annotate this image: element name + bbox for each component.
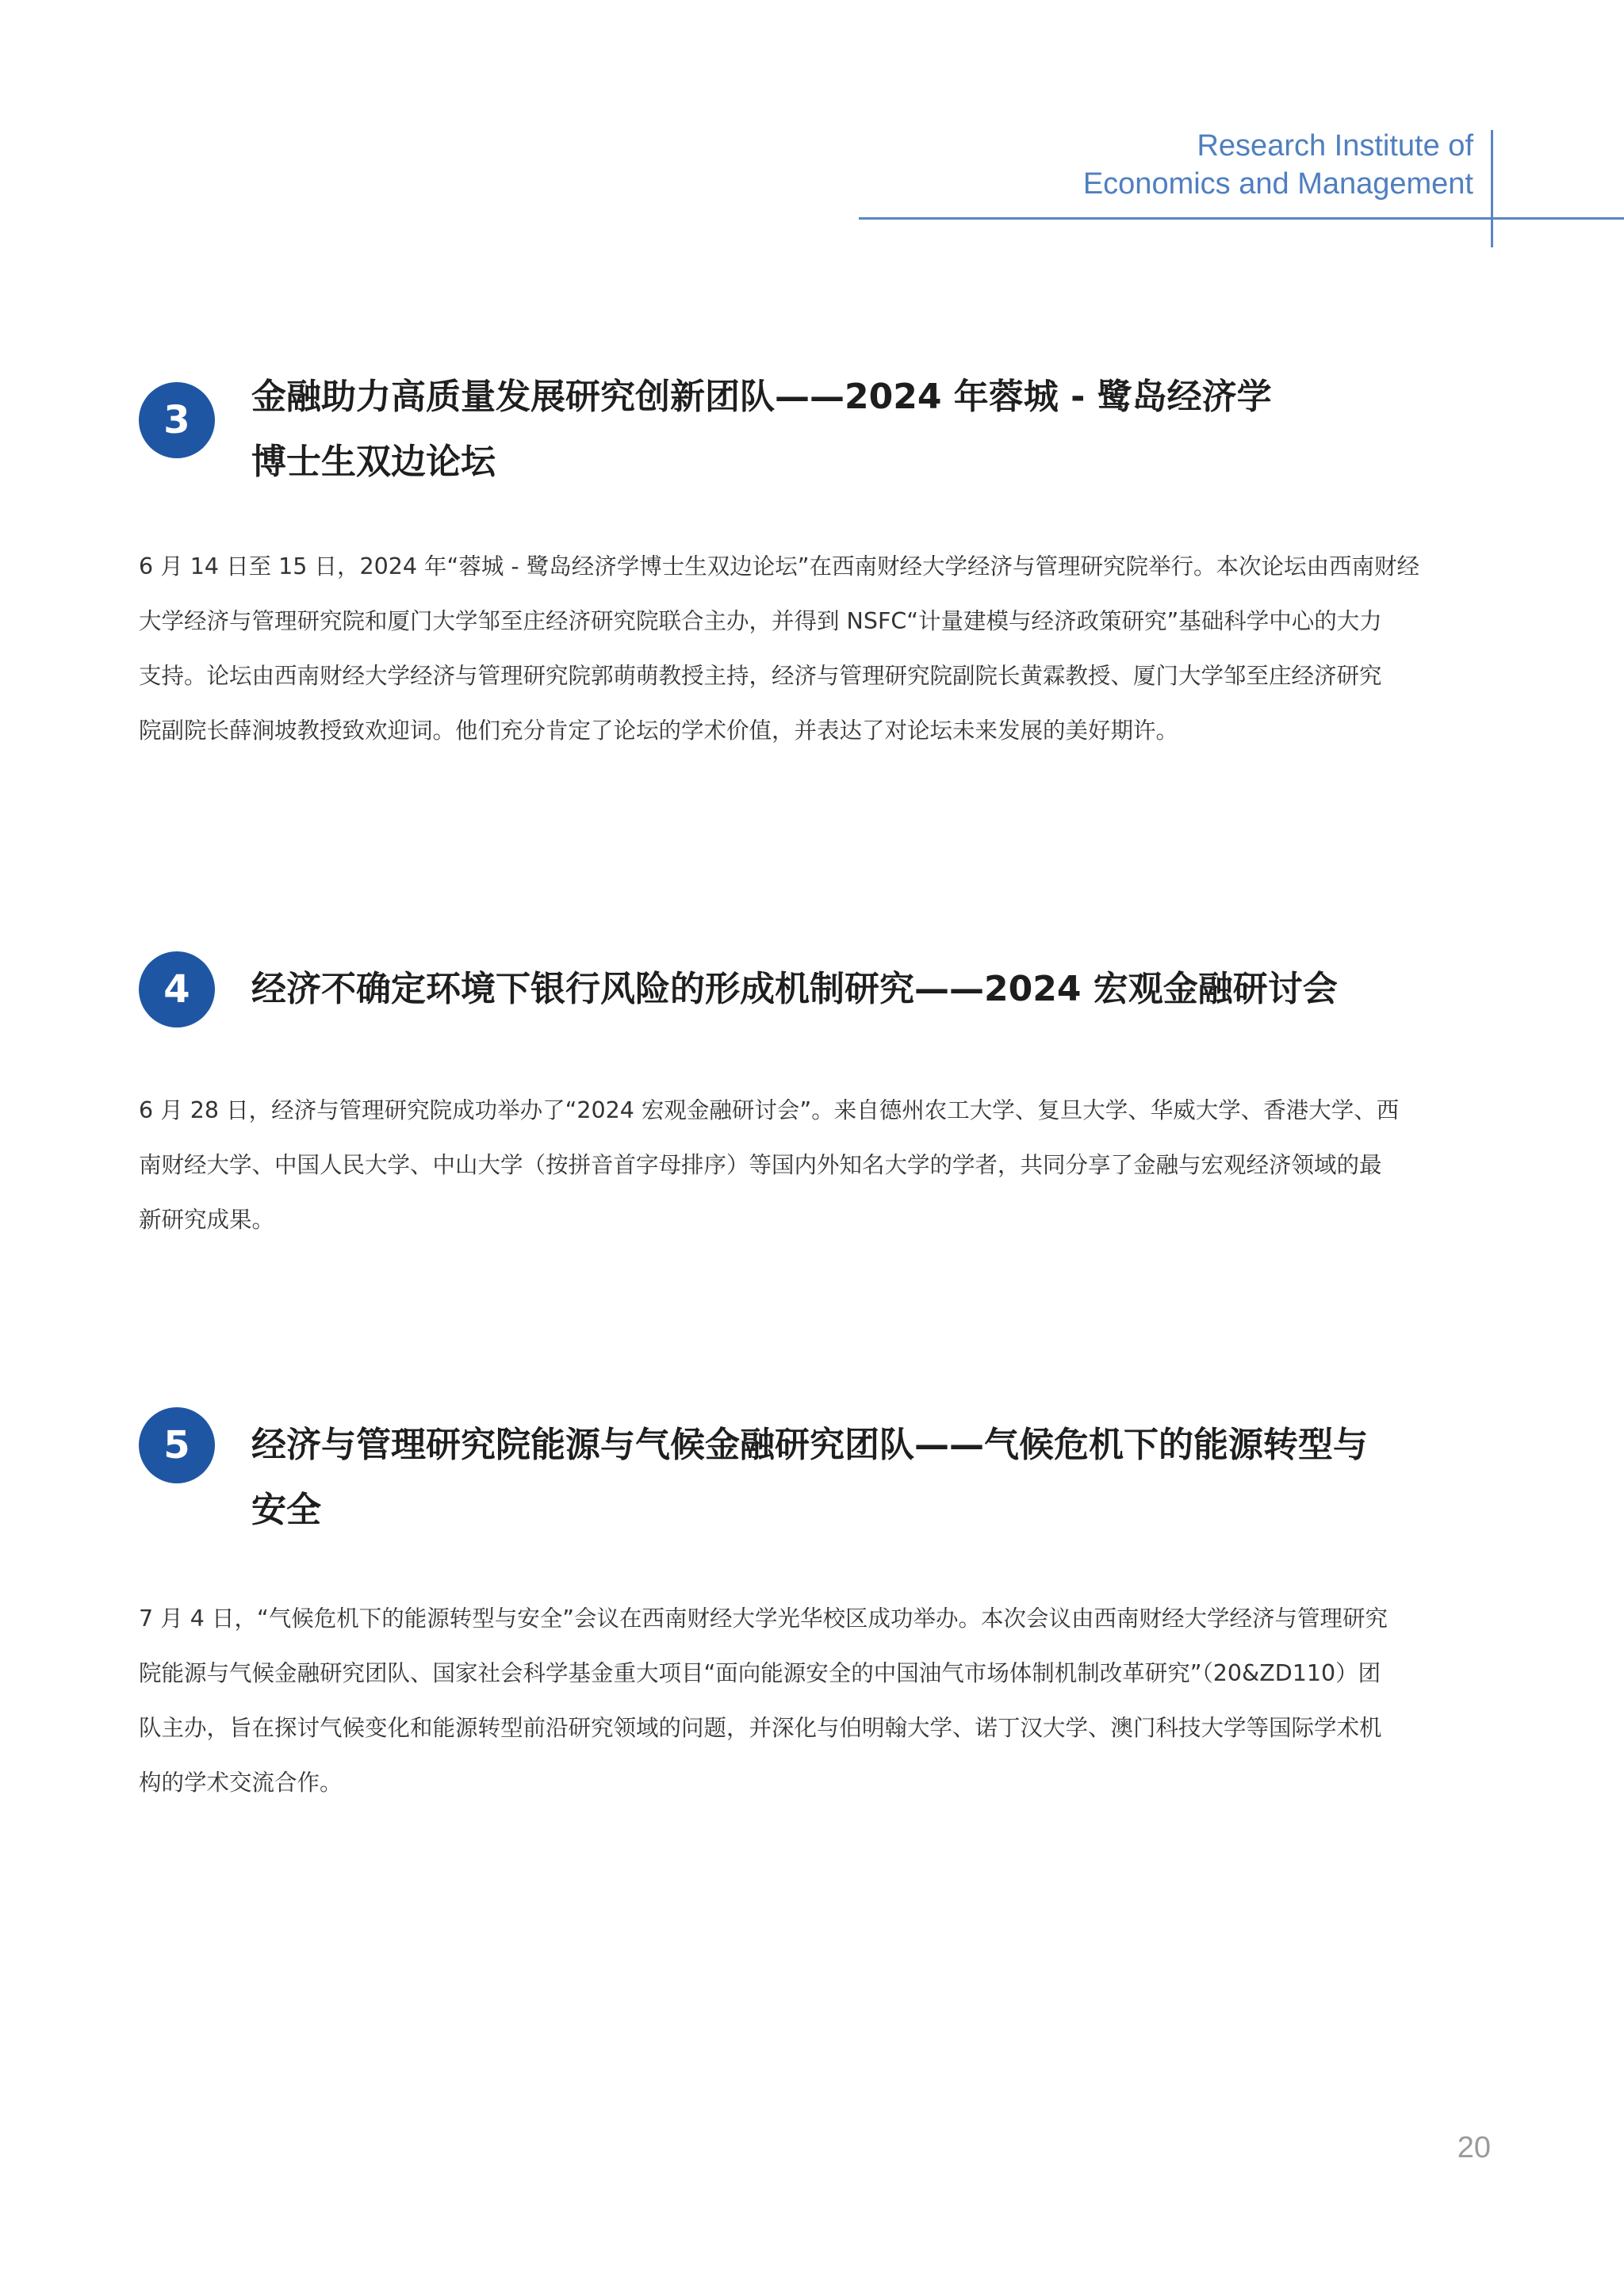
body-line: 队主办，旨在探讨气候变化和能源转型前沿研究领域的问题，并深化与伯明翰大学、诺丁汉大学、澳门科技大学等国际学术机 xyxy=(139,1715,1382,1741)
body-line: 院能源与气候金融研究团队、国家社会科学基金重大项目“面向能源安全的中国油气市场体制机制改革研究”（20&ZD110）团 xyxy=(139,1660,1381,1686)
section-body xyxy=(139,1591,1495,1810)
header-divider-vertical xyxy=(1491,130,1493,247)
section-body xyxy=(139,539,1495,758)
institute-name xyxy=(1083,127,1473,203)
section-number-badge: 5 xyxy=(139,1407,215,1483)
body-line: 6 月 14 日至 15 日，2024 年“蓉城 - 鹭岛经济学博士生双边论坛”在西南财经大学经济与管理研究院举行。本次论坛由西南财经 xyxy=(139,553,1419,580)
body-line: 南财经大学、中国人民大学、中山大学（按拼音首字母排序）等国内外知名大学的学者，共同分享了金融与宏观经济领域的最 xyxy=(139,1152,1382,1178)
body-line: 7 月 4 日，“气候危机下的能源转型与安全”会议在西南财经大学光华校区成功举办。本次会议由西南财经大学经济与管理研究 xyxy=(139,1605,1388,1632)
body-line: 构的学术交流合作。 xyxy=(139,1770,343,1796)
section-title-line: 经济与管理研究院能源与气候金融研究团队——气候危机下的能源转型与 xyxy=(251,1425,1368,1465)
section-number-badge: 4 xyxy=(139,951,215,1027)
section-title-line: 博士生双边论坛 xyxy=(251,442,496,482)
institute-name-line2: Economics and Management xyxy=(1082,167,1473,201)
section-title-line: 金融助力高质量发展研究创新团队——2024 年蓉城 - 鹭岛经济学 xyxy=(251,377,1272,417)
body-line: 6 月 28 日，经济与管理研究院成功举办了“2024 宏观金融研讨会”。来自德州农工大学、复旦大学、华威大学、香港大学、西 xyxy=(139,1097,1400,1123)
body-line: 支持。论坛由西南财经大学经济与管理研究院郭萌萌教授主持，经济与管理研究院副院长黄霖教授、厦门大学邹至庄经济研究 xyxy=(139,663,1382,689)
section-title xyxy=(251,957,1488,1022)
section-title-line: 安全 xyxy=(251,1490,321,1530)
institute-name-line1: Research Institute of xyxy=(1197,129,1473,163)
body-line: 大学经济与管理研究院和厦门大学邹至庄经济研究院联合主办，并得到 NSFC“计量建模与经济政策研究”基础科学中心的大力 xyxy=(139,608,1382,634)
section-title-line: 经济不确定环境下银行风险的形成机制研究——2024 宏观金融研讨会 xyxy=(251,969,1338,1009)
body-line: 新研究成果。 xyxy=(139,1207,275,1233)
section-title xyxy=(251,1413,1488,1543)
page-number: 20 xyxy=(1457,2131,1491,2164)
body-line: 院副院长薛涧坡教授致欢迎词。他们充分肯定了论坛的学术价值，并表达了对论坛未来发展的美好期许。 xyxy=(139,718,1179,744)
header-divider-horizontal xyxy=(859,217,1624,220)
section-body xyxy=(139,1083,1495,1247)
section-title xyxy=(251,365,1488,495)
section-number-badge: 3 xyxy=(139,382,215,458)
